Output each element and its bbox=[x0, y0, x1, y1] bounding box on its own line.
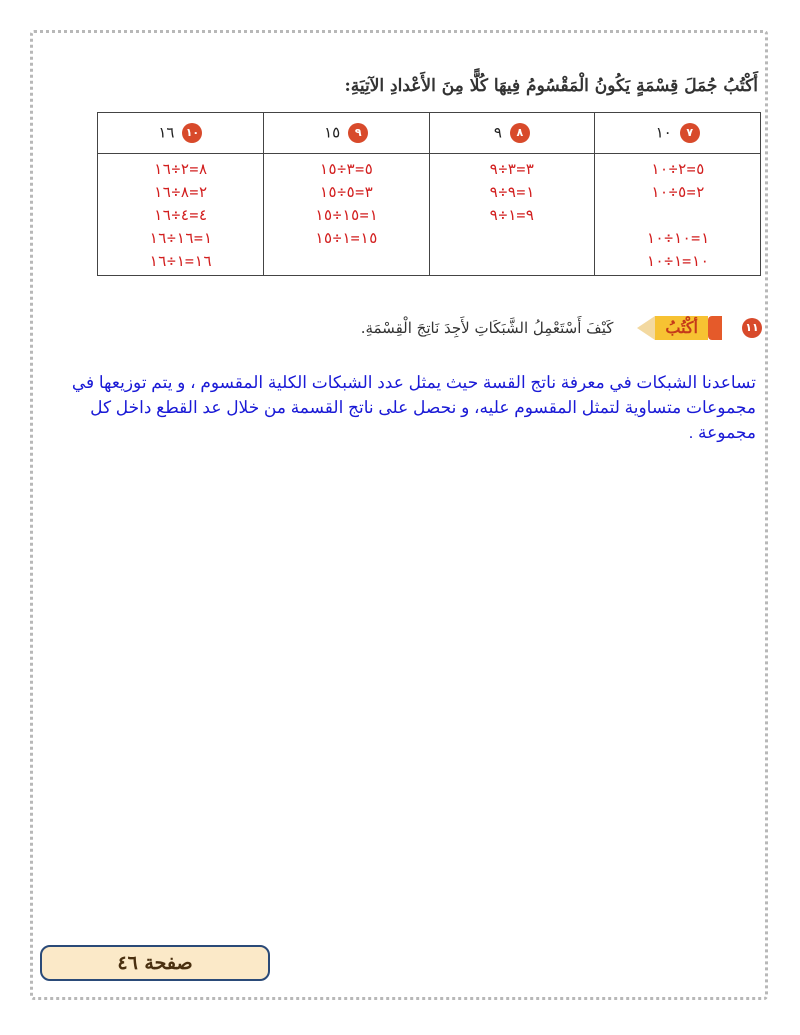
division-sentence: ٢=٨÷١٦ bbox=[153, 183, 208, 201]
division-sentence: ١=١٦÷١٦ bbox=[148, 229, 212, 247]
division-sentence bbox=[430, 227, 595, 250]
dividend-number: ١٠ bbox=[655, 123, 672, 142]
pencil-icon bbox=[629, 316, 736, 340]
exercise-number-badge: ١٠ bbox=[182, 123, 202, 143]
division-sentence: ٢=٥÷١٠ bbox=[650, 183, 705, 201]
division-sentence: ١=١٠÷١٠ bbox=[646, 229, 710, 247]
write-label: أكْتُبُ bbox=[655, 316, 708, 340]
page-number-box: صفحة ٤٦ bbox=[40, 945, 270, 981]
write-exercise bbox=[361, 316, 762, 340]
division-table bbox=[97, 112, 761, 276]
dividend-number: ١٦ bbox=[158, 123, 175, 142]
column-header-16 bbox=[98, 113, 264, 154]
division-sentence: ١٥=١÷١٥ bbox=[314, 229, 378, 247]
exercise-number-badge: ٨ bbox=[510, 123, 530, 143]
division-sentence bbox=[430, 250, 595, 273]
division-sentence: ٣=٣÷٩ bbox=[489, 160, 535, 178]
pencil-tip bbox=[637, 316, 655, 340]
column-header-15 bbox=[263, 113, 429, 154]
write-question: كَيْفَ أَسْتَعْمِلُ الشَّبَكَاتِ لأَجِدَ نَاتِجَ الْقِسْمَةِ. bbox=[360, 319, 614, 337]
division-sentence: ٥=٣÷١٥ bbox=[319, 160, 374, 178]
exercise-number-badge: ٩ bbox=[348, 123, 368, 143]
division-sentence: ٩=١÷٩ bbox=[489, 206, 535, 224]
exercise-instruction: أَكْتُبُ جُمَلَ قِسْمَةٍ يَكُونُ الْمَقْسُومُ فِيهَا كُلًّا مِنَ الأَعْدادِ الآتِيَةِ: bbox=[344, 76, 758, 96]
division-sentence: ٤=٤÷١٦ bbox=[153, 206, 208, 224]
dividend-number: ٩ bbox=[493, 123, 502, 142]
written-answer: تساعدنا الشبكات في معرفة ناتج القسة حيث يمثل عدد الشبكات الكلية المقسوم ، و يتم توزيعها في مجموعات متساوية لتمثل المقسوم عليه، و نحصل على ناتج القسمة من خلال عد القطع داخل كل مجموعة . bbox=[71, 373, 756, 442]
exercise-number-badge: ٧ bbox=[680, 123, 700, 143]
division-sentence: ١٦=١÷١٦ bbox=[148, 252, 212, 270]
column-header-9 bbox=[429, 113, 595, 154]
division-sentence: ٨=٢÷١٦ bbox=[153, 160, 208, 178]
answers-cell-15 bbox=[263, 154, 429, 276]
answers-cell-16 bbox=[98, 154, 264, 276]
division-sentence bbox=[264, 250, 429, 273]
column-header-10 bbox=[595, 113, 761, 154]
division-sentence: ١=١٥÷١٥ bbox=[314, 206, 378, 224]
division-sentence bbox=[595, 204, 760, 227]
division-sentence: ٣=٥÷١٥ bbox=[319, 183, 374, 201]
exercise-number-badge: ١١ bbox=[742, 318, 762, 338]
division-sentence: ٥=٢÷١٠ bbox=[650, 160, 705, 178]
dividend-number: ١٥ bbox=[324, 123, 341, 142]
pencil-eraser bbox=[708, 316, 722, 340]
answers-cell-9 bbox=[429, 154, 595, 276]
answers-cell-10 bbox=[595, 154, 761, 276]
division-sentence: ١٠=١÷١٠ bbox=[646, 252, 710, 270]
division-sentence: ١=٩÷٩ bbox=[489, 183, 535, 201]
